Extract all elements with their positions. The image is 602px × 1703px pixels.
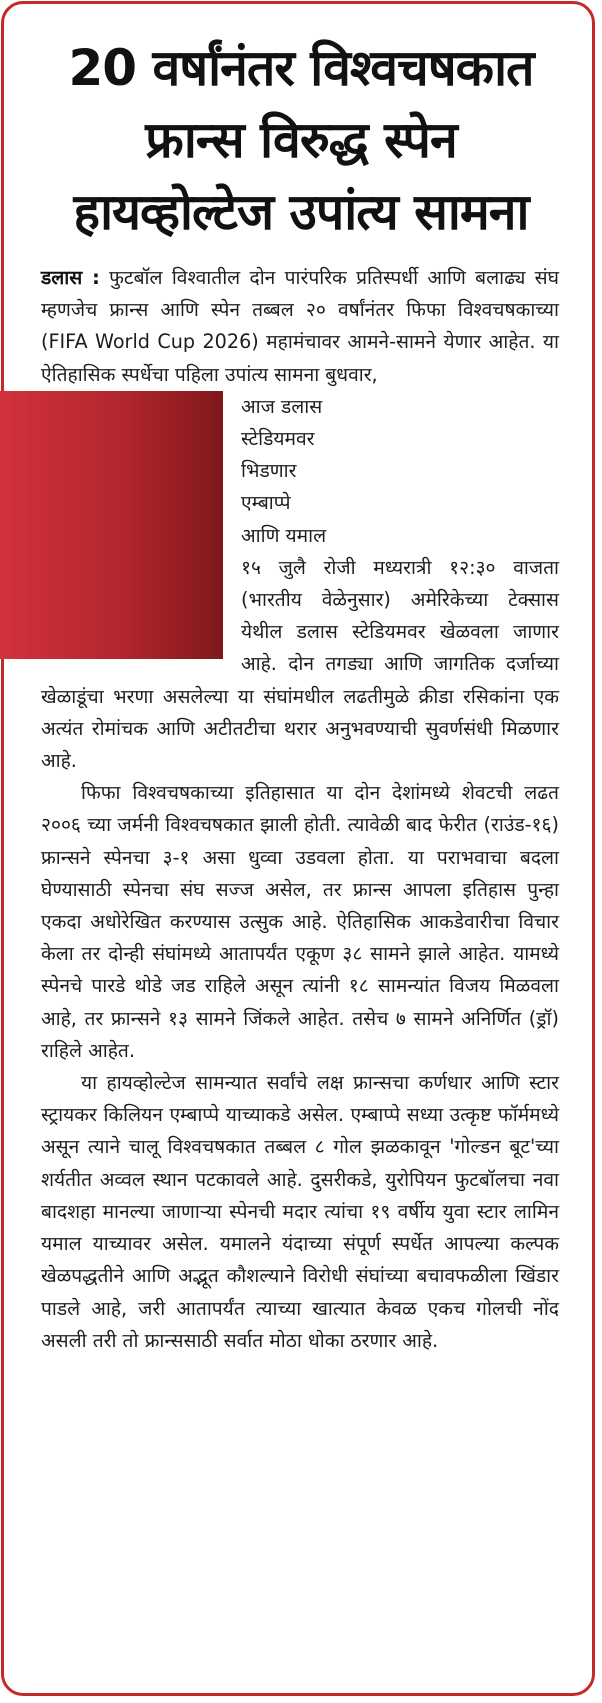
pull-quote-line-4: एम्बाप्पे xyxy=(241,491,291,515)
pull-quote-line-1: आज डलास xyxy=(241,394,323,418)
pull-quote-box xyxy=(0,391,223,659)
pull-quote-line-5: आणि यमाल xyxy=(241,523,327,547)
pull-quote-line-3: भिडणार xyxy=(241,459,297,483)
headline-line-3: हायव्होल्टेज उपांत्य सामना xyxy=(73,183,529,241)
headline-line-2: फ्रान्स विरुद्ध स्पेन xyxy=(145,111,457,169)
dateline: डलास : xyxy=(41,266,100,289)
paragraph-3: या हायव्होल्टेज सामन्यात सर्वांचे लक्ष फ्रान्सचा कर्णधार आणि स्टार स्ट्रायकर किलियन एम्बाप्पे याच्याकडे असेल. एम्बाप्पे सध्या उत्कृष्ट फॉर्ममध्ये असून त्याने चालू विश्वचषकात तब्बल ८ गोल झळकावून 'गोल्डन बूट'च्या शर्यतीत अव्वल स्थान पटकावले आहे. दुसरीकडे, युरोपियन फुटबॉलचा नवा बादशहा मानल्या जाणाऱ्या स्पेनची मदार त्यांचा १९ वर्षीय युवा स्टार लामिन यमाल याच्यावर असेल. यमालने यंदाच्या संपूर्ण स्पर्धेत आपल्या कल्पक खेळपद्धतीने आणि अद्भूत कौशल्याने विरोधी संघांच्या बचावफळीला खिंडार पाडले आहे, जरी आतापर्यंत त्याच्या खात्यात केवळ एकच गोलची नोंद असली तरी तो फ्रान्ससाठी सर्वात मोठा धोका ठरणार आहे. xyxy=(41,1071,559,1352)
paragraph-1-text-b: १५ जुलै रोजी मध्यरात्री १२:३० वाजता (भारतीय वेळेनुसार) अमेरिकेच्या टेक्सास येथील डलास स्टेडियमवर खेळवला जाणार आहे. दोन तगड्या आणि जागतिक दर्जाच्या खेळाडूंचा भरणा असलेल्या या संघांमधील लढतीमुळे क्रीडा रसिकांना एक अत्यंत रोमांचक आणि अटीतटीचा थरार अनुभवण्याची सुवर्णसंधी मिळणार आहे. xyxy=(41,555,559,773)
article-body xyxy=(41,262,559,1357)
headline xyxy=(12,32,590,248)
paragraph-1 xyxy=(41,262,559,391)
headline-line-1: 20 वर्षांनंतर विश्वचषकात xyxy=(68,39,534,97)
paragraph-2: फिफा विश्वचषकाच्या इतिहासात या दोन देशांमध्ये शेवटची लढत २००६ च्या जर्मनी विश्वचषकात झाली होती. त्यावेळी बाद फेरीत (राउंड-१६) फ्रान्सने स्पेनचा ३-१ असा धुव्वा उडवला होता. या पराभवाचा बदला घेण्यासाठी स्पेनचा संघ सज्ज असेल, तर फ्रान्स आपला इतिहास पुन्हा एकदा अधोरेखित करण्यास उत्सुक आहे. ऐतिहासिक आकडेवारीचा विचार केला तर दोन्ही संघांमध्ये आतापर्यंत एकूण ३८ सामने झाले आहेत. यामध्ये स्पेनचे पारडे थोडे जड राहिले असून त्यांनी १८ सामन्यांत विजय मिळवला आहे, तर फ्रान्सने १३ सामने जिंकले आहेत. तसेच ७ सामने अनिर्णित (ड्रॉ) राहिले आहेत. xyxy=(41,781,559,1062)
paragraph-1-text-a: फुटबॉल विश्वातील दोन पारंपरिक प्रतिस्पर्धी आणि बलाढ्य संघ म्हणजेच फ्रान्स आणि स्पेन तब्बल २० वर्षांनंतर फिफा विश्वचषकाच्या (FIFA World Cup 2026) महामंचावर आमने-सामने येणार आहेत. या ऐतिहासिक स्पर्धेचा पहिला उपांत्य सामना बुधवार, xyxy=(41,266,559,386)
pull-quote-line-2: स्टेडियमवर xyxy=(241,427,315,451)
